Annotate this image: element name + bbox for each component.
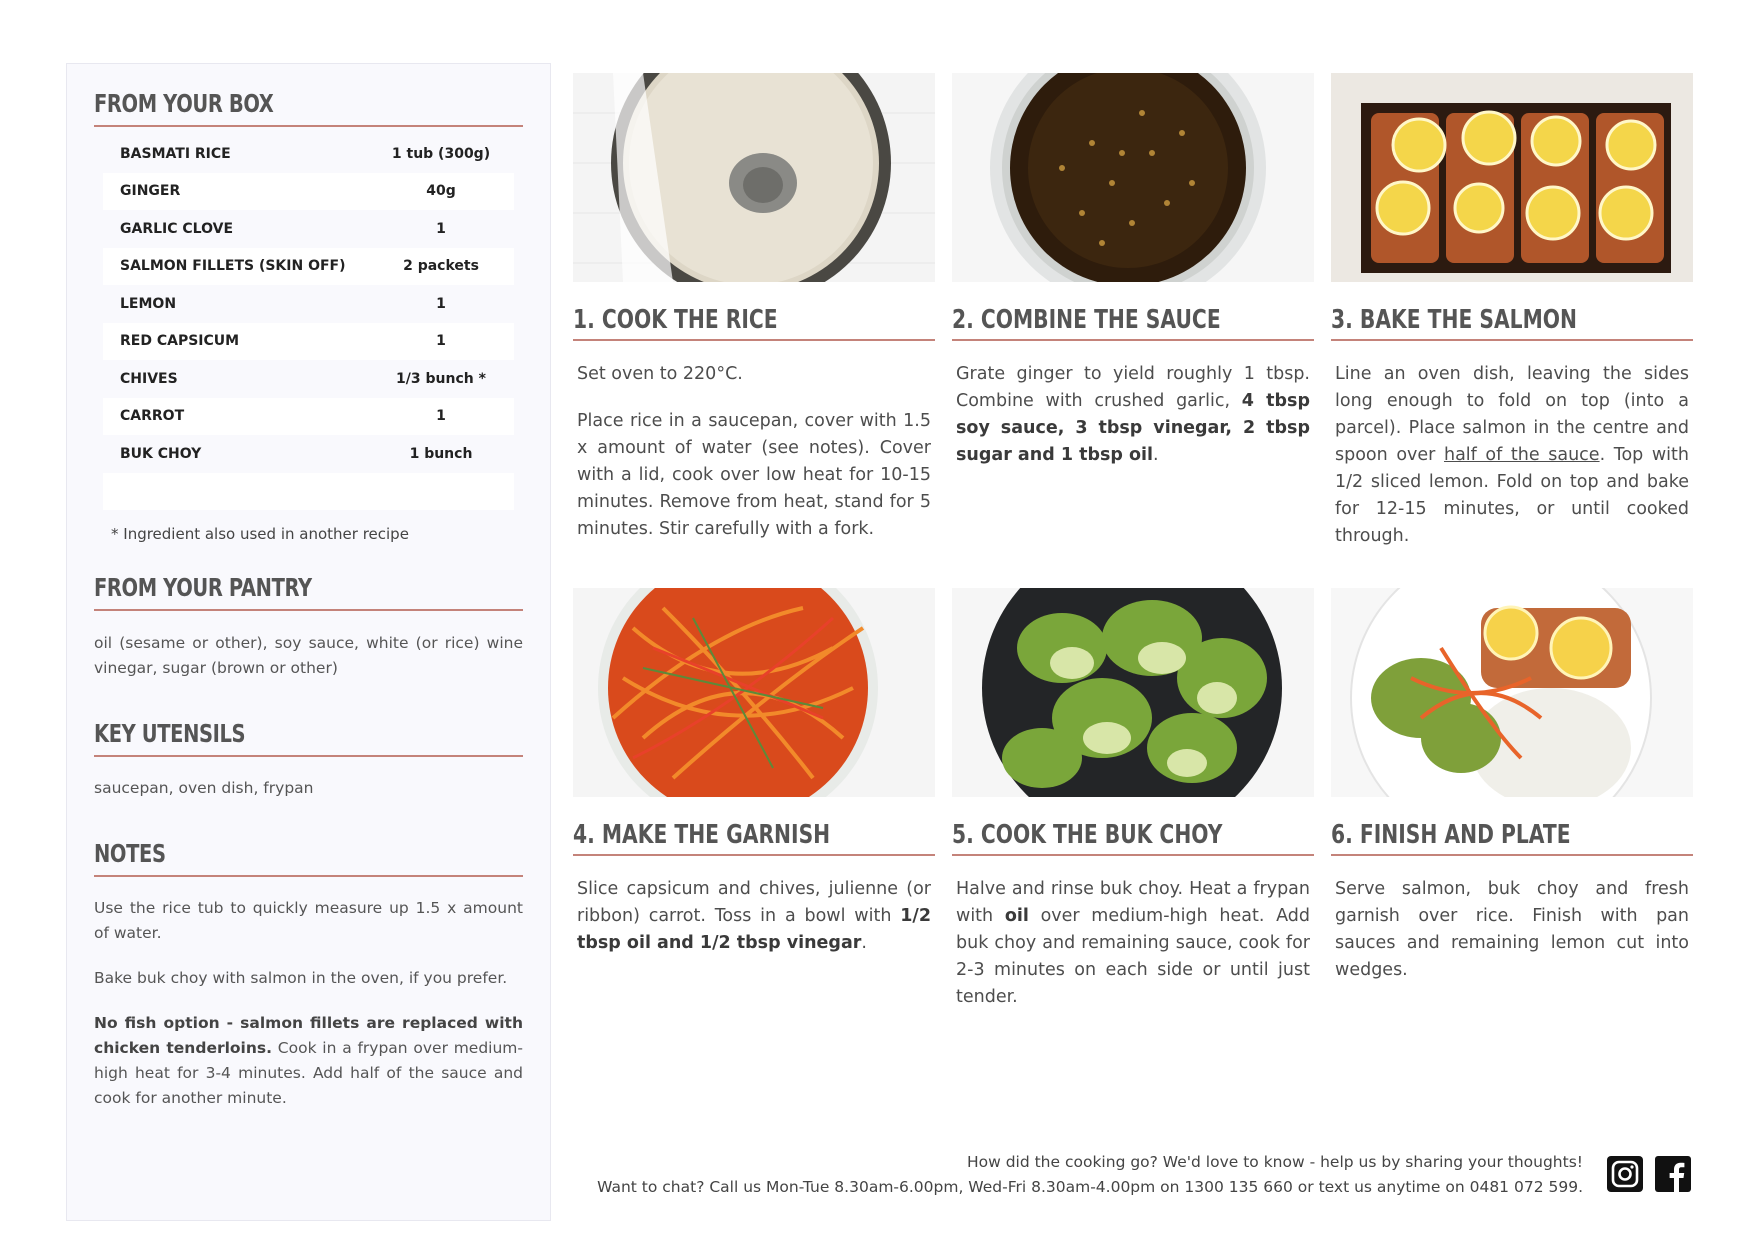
ingredient-name: SALMON FILLETS (SKIN OFF) xyxy=(120,258,346,275)
instagram-icon[interactable] xyxy=(1607,1156,1643,1192)
step-2-text-part: Grate ginger to yield roughly 1 tbsp. Combine with crushed garlic, xyxy=(956,364,1310,411)
ingredient-row xyxy=(103,435,514,473)
from-your-pantry-heading: FROM YOUR PANTRY xyxy=(94,573,312,602)
ingredient-row xyxy=(103,285,514,323)
step-3-text-part: Line an oven dish, leaving the sides long enough to fold on top (into a parcel). Place salmon in the centre and spoon over xyxy=(1335,364,1689,465)
ingredient-name: RED CAPSICUM xyxy=(120,333,240,350)
step-2-text xyxy=(956,361,1310,469)
heading-rule xyxy=(94,875,523,877)
step-5-title: 5. COOK THE BUK CHOY xyxy=(952,820,1223,850)
ingredient-qty: 1 xyxy=(436,333,446,350)
step-rule xyxy=(1331,854,1693,856)
ingredient-row xyxy=(103,135,514,173)
ingredient-row xyxy=(103,398,514,436)
step-5 xyxy=(952,588,1314,1011)
ingredient-name: GARLIC CLOVE xyxy=(120,220,234,237)
ingredient-qty: 2 packets xyxy=(403,258,479,275)
step-4-photo xyxy=(573,588,935,797)
ingredient-name: LEMON xyxy=(120,295,177,312)
step-1-title: 1. COOK THE RICE xyxy=(573,305,778,335)
step-4-text-part: . xyxy=(861,933,867,953)
ingredient-qty: 1 xyxy=(436,295,446,312)
contact-line: Want to chat? Call us Mon-Tue 8.30am-6.00pm, Wed-Fri 8.30am-4.00pm on 1300 135 660 or text us anytime on 0481 072 599. xyxy=(597,1178,1583,1196)
step-3-photo xyxy=(1331,73,1693,282)
social-links xyxy=(1607,1156,1691,1192)
pantry-text: oil (sesame or other), soy sauce, white (or rice) wine vinegar, sugar (brown or other) xyxy=(94,634,523,677)
ingredient-qty: 1/3 bunch * xyxy=(396,370,486,387)
ingredient-row xyxy=(103,360,514,398)
step-6-text: Serve salmon, buk choy and fresh garnish over rice. Finish with pan sauces and remaining lemon cut into wedges. xyxy=(1335,879,1689,980)
ingredient-name: GINGER xyxy=(120,183,181,200)
step-1-text: Set oven to 220°C. xyxy=(577,364,743,384)
ingredients-table xyxy=(103,135,514,510)
step-6 xyxy=(1331,588,1693,984)
ingredient-name: CARROT xyxy=(120,408,185,425)
step-1 xyxy=(573,73,935,543)
step-4-bold-text: 1/2 tbsp oil and 1/2 tbsp vinegar xyxy=(577,906,931,953)
step-2-text-part: . xyxy=(1153,445,1159,465)
step-5-text-part: over medium-high heat. Add buk choy and remaining sauce, cook for 2-3 minutes on each side or until just tender. xyxy=(956,906,1310,1007)
ingredient-row xyxy=(103,323,514,361)
step-4-text-part: Slice capsicum and chives, julienne (or ribbon) carrot. Toss in a bowl with xyxy=(577,879,931,926)
notes-heading: NOTES xyxy=(94,839,166,868)
heading-rule xyxy=(94,125,523,127)
ingredient-qty: 1 bunch xyxy=(409,445,473,462)
feedback-line: How did the cooking go? We'd love to know - help us by sharing your thoughts! xyxy=(966,1153,1583,1171)
step-2 xyxy=(952,73,1314,469)
heading-rule xyxy=(94,609,523,611)
note-paragraph xyxy=(94,1011,523,1111)
from-your-box-heading: FROM YOUR BOX xyxy=(94,89,274,118)
ingredient-name: BUK CHOY xyxy=(120,445,202,462)
step-4-title: 4. MAKE THE GARNISH xyxy=(573,820,831,850)
step-5-text xyxy=(956,876,1310,1011)
ingredient-qty: 1 xyxy=(436,408,446,425)
step-3-text xyxy=(1335,361,1689,550)
step-rule xyxy=(1331,339,1693,341)
step-4 xyxy=(573,588,935,957)
facebook-icon[interactable] xyxy=(1655,1156,1691,1192)
step-6-photo xyxy=(1331,588,1693,797)
ingredient-qty: 1 tub (300g) xyxy=(391,145,491,162)
step-6-title: 6. FINISH AND PLATE xyxy=(1331,820,1571,850)
step-3-underlined-text: half of the sauce xyxy=(1443,445,1600,465)
ingredient-qty: 40g xyxy=(426,183,456,200)
step-5-text-part: Halve and rinse buk choy. Heat a frypan with xyxy=(956,879,1310,926)
step-2-title: 2. COMBINE THE SAUCE xyxy=(952,305,1221,335)
step-4-text xyxy=(577,876,931,957)
ingredient-qty: 1 xyxy=(436,220,446,237)
ingredient-row xyxy=(103,210,514,248)
ingredient-row xyxy=(103,173,514,211)
ingredients-sidebar xyxy=(66,63,551,1221)
ingredient-name: BASMATI RICE xyxy=(120,145,231,162)
step-2-bold-text: 4 tbsp soy sauce, 3 tbsp vinegar, 2 tbsp sugar and 1 tbsp oil xyxy=(956,391,1310,465)
step-3-text-part: . Top with 1/2 sliced lemon. Fold on top and bake for 12-15 minutes, or until cooked through. xyxy=(1335,445,1689,546)
step-rule xyxy=(952,339,1314,341)
step-1-photo xyxy=(573,73,935,282)
step-3 xyxy=(1331,73,1693,550)
note-bold-text: No fish option - salmon fillets are replaced with chicken tenderloins. xyxy=(94,1014,523,1057)
note-text: Cook in a frypan over medium-high heat for 3-4 minutes. Add half of the sauce and cook for another minute. xyxy=(94,1039,523,1107)
step-1-text: Place rice in a saucepan, cover with 1.5 x amount of water (see notes). Cover with a lid, cook over low heat for 10-15 minutes. Remove from heat, stand for 5 minutes. Stir carefully with a fork. xyxy=(577,411,931,539)
step-3-title: 3. BAKE THE SALMON xyxy=(1331,305,1578,335)
ingredient-empty-row xyxy=(103,473,514,511)
note-paragraph: Use the rice tub to quickly measure up 1.5 x amount of water. xyxy=(94,899,523,942)
heading-rule xyxy=(94,755,523,757)
step-5-photo xyxy=(952,588,1314,797)
step-2-photo xyxy=(952,73,1314,282)
key-utensils-heading: KEY UTENSILS xyxy=(94,719,246,748)
step-rule xyxy=(573,339,935,341)
step-rule xyxy=(952,854,1314,856)
feedback-footer xyxy=(597,1150,1583,1200)
utensils-text: saucepan, oven dish, frypan xyxy=(94,779,314,797)
step-5-bold-text: oil xyxy=(1004,906,1029,926)
note-paragraph: Bake buk choy with salmon in the oven, if you prefer. xyxy=(94,969,508,987)
ingredient-name: CHIVES xyxy=(120,370,178,387)
ingredient-footnote: * Ingredient also used in another recipe xyxy=(111,525,409,543)
step-rule xyxy=(573,854,935,856)
ingredient-row xyxy=(103,248,514,286)
